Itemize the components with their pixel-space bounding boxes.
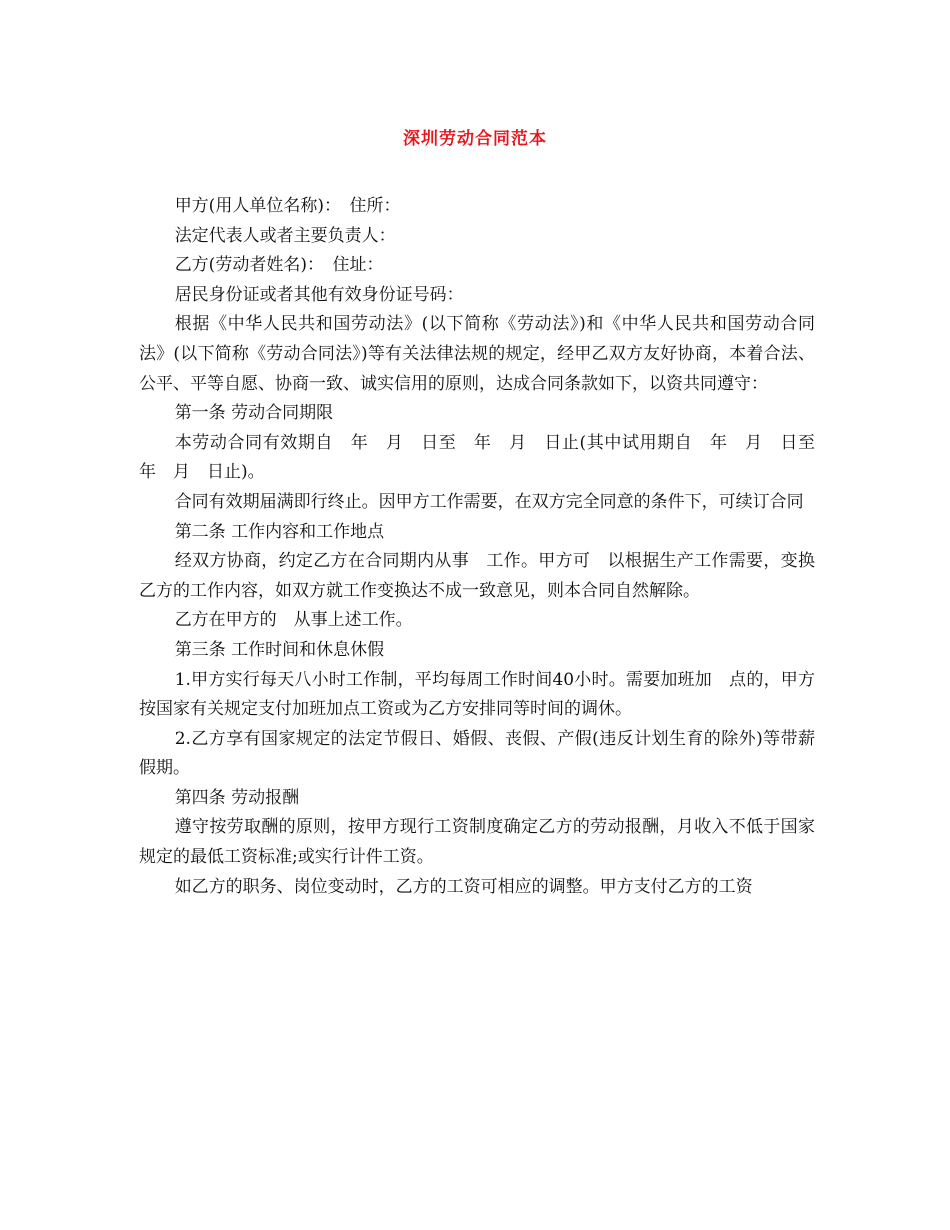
article-1-heading: 第一条 劳动合同期限: [174, 403, 334, 424]
document-title: 深圳劳动合同范本: [403, 129, 547, 149]
article-2-paragraph-2: 乙方在甲方的 从事上述工作。: [174, 610, 413, 631]
article-1-paragraph-2: 合同有效期届满即行终止。因甲方工作需要，在双方完全同意的条件下，可续订合同: [174, 491, 804, 512]
article-4-paragraph-1: 遵守按劳取酬的原则，按甲方现行工资制度确定乙方的劳动报酬，月收入不低于国家规定的最低工资标准;或实行计件工资。: [139, 817, 815, 868]
article-3-heading: 第三条 工作时间和休息休假: [174, 639, 385, 660]
article-2-paragraph-1: 经双方协商，约定乙方在合同期内从事 工作。甲方可 以根据生产工作需要，变换乙方的工作内容，如双方就工作变换达不成一致意见，则本合同自然解除。: [139, 551, 815, 601]
id-number-line: 居民身份证或者其他有效身份证号码：: [174, 284, 464, 305]
article-3-item-1: 1.甲方实行每天八小时工作制，平均每周工作时间40小时。需要加班加 点的，甲方按国家有关规定支付加班加点工资或为乙方安排同等时间的调休。: [139, 669, 815, 720]
article-3-item-2: 2.乙方享有国家规定的法定节假日、婚假、丧假、产假(违反计划生育的除外)等带薪假期。: [139, 728, 815, 779]
article-4-heading: 第四条 劳动报酬: [174, 787, 300, 808]
party-b-line: 乙方(劳动者姓名)： 住址：: [174, 255, 384, 276]
article-4-paragraph-2: 如乙方的职务、岗位变动时，乙方的工资可相应的调整。甲方支付乙方的工资: [174, 876, 753, 897]
article-2-heading: 第二条 工作内容和工作地点: [174, 521, 385, 542]
preamble-paragraph: 根据《中华人民共和国劳动法》(以下简称《劳动法》)和《中华人民共和国劳动合同法》(以下简称《劳动合同法》)等有关法律法规的规定，经甲乙双方友好协商，本着合法、公平、平等自愿、协商一致、诚实信用的原则，达成合同条款如下，以资共同遵守：: [139, 314, 815, 394]
document-body: [139, 192, 832, 902]
article-1-paragraph-1: 本劳动合同有效期自 年 月 日至 年 月 日止(其中试用期自 年 月 日至 年 月 日止)。: [139, 432, 832, 483]
party-a-line: 甲方(用人单位名称)： 住所：: [174, 196, 401, 216]
legal-representative-line: 法定代表人或者主要负责人：: [174, 225, 396, 246]
